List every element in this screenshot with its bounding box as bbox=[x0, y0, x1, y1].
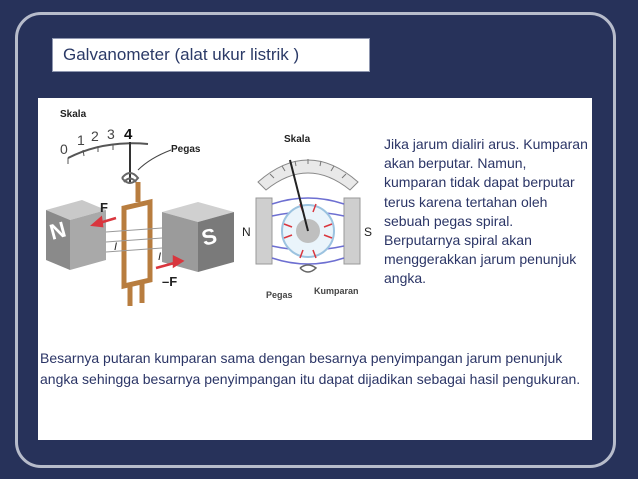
right-s-label: S bbox=[364, 225, 373, 239]
right-kumparan-label: Kumparan bbox=[314, 286, 359, 296]
left-galvanometer bbox=[46, 109, 234, 306]
magnet-s-label: S bbox=[198, 222, 220, 251]
pole-piece-n bbox=[256, 198, 272, 264]
scale-number-3: 3 bbox=[107, 126, 115, 142]
copper-coil bbox=[124, 182, 150, 306]
right-spring-icon bbox=[300, 265, 316, 272]
bottom-description: Besarnya putaran kumparan sama dengan besarnya penyimpangan jarum penunjuk angka sehingga besarnya penyimpangan itu dapat dijadikan sebagai hasil pengukuran. bbox=[40, 350, 581, 387]
left-pegas-label: Pegas bbox=[171, 144, 201, 155]
galvanometer-diagram bbox=[38, 100, 378, 330]
right-n-label: N bbox=[242, 225, 251, 239]
scale-number-1: 1 bbox=[77, 132, 85, 148]
slide-title-text: Galvanometer (alat ukur listrik ) bbox=[63, 45, 300, 64]
magnet-n-label: N bbox=[46, 216, 69, 245]
right-pegas-label: Pegas bbox=[266, 290, 293, 300]
slide-title bbox=[52, 38, 370, 72]
force-f-label: F bbox=[100, 200, 108, 215]
pole-piece-s bbox=[344, 198, 360, 264]
right-galvanometer bbox=[242, 134, 372, 300]
left-skala-label: Skala bbox=[60, 109, 87, 120]
side-description: Jika jarum dialiri arus. Kumparan akan berputar. Namun, kumparan tidak dapat berputar terus karena tertahan oleh sebuah pegas spiral. Berputarnya spiral akan menggerakkan jarum penunjuk angka. bbox=[384, 136, 588, 287]
force-neg-f-label: –F bbox=[162, 274, 178, 289]
scale-number-4: 4 bbox=[124, 126, 133, 143]
current-i2-label: I bbox=[158, 251, 162, 263]
right-skala-label: Skala bbox=[284, 134, 311, 145]
scale-number-2: 2 bbox=[91, 128, 99, 144]
pegas-pointer bbox=[138, 150, 171, 170]
gauge-face bbox=[258, 160, 358, 190]
current-i-label: I bbox=[114, 241, 118, 253]
scale-number-0: 0 bbox=[60, 141, 68, 157]
